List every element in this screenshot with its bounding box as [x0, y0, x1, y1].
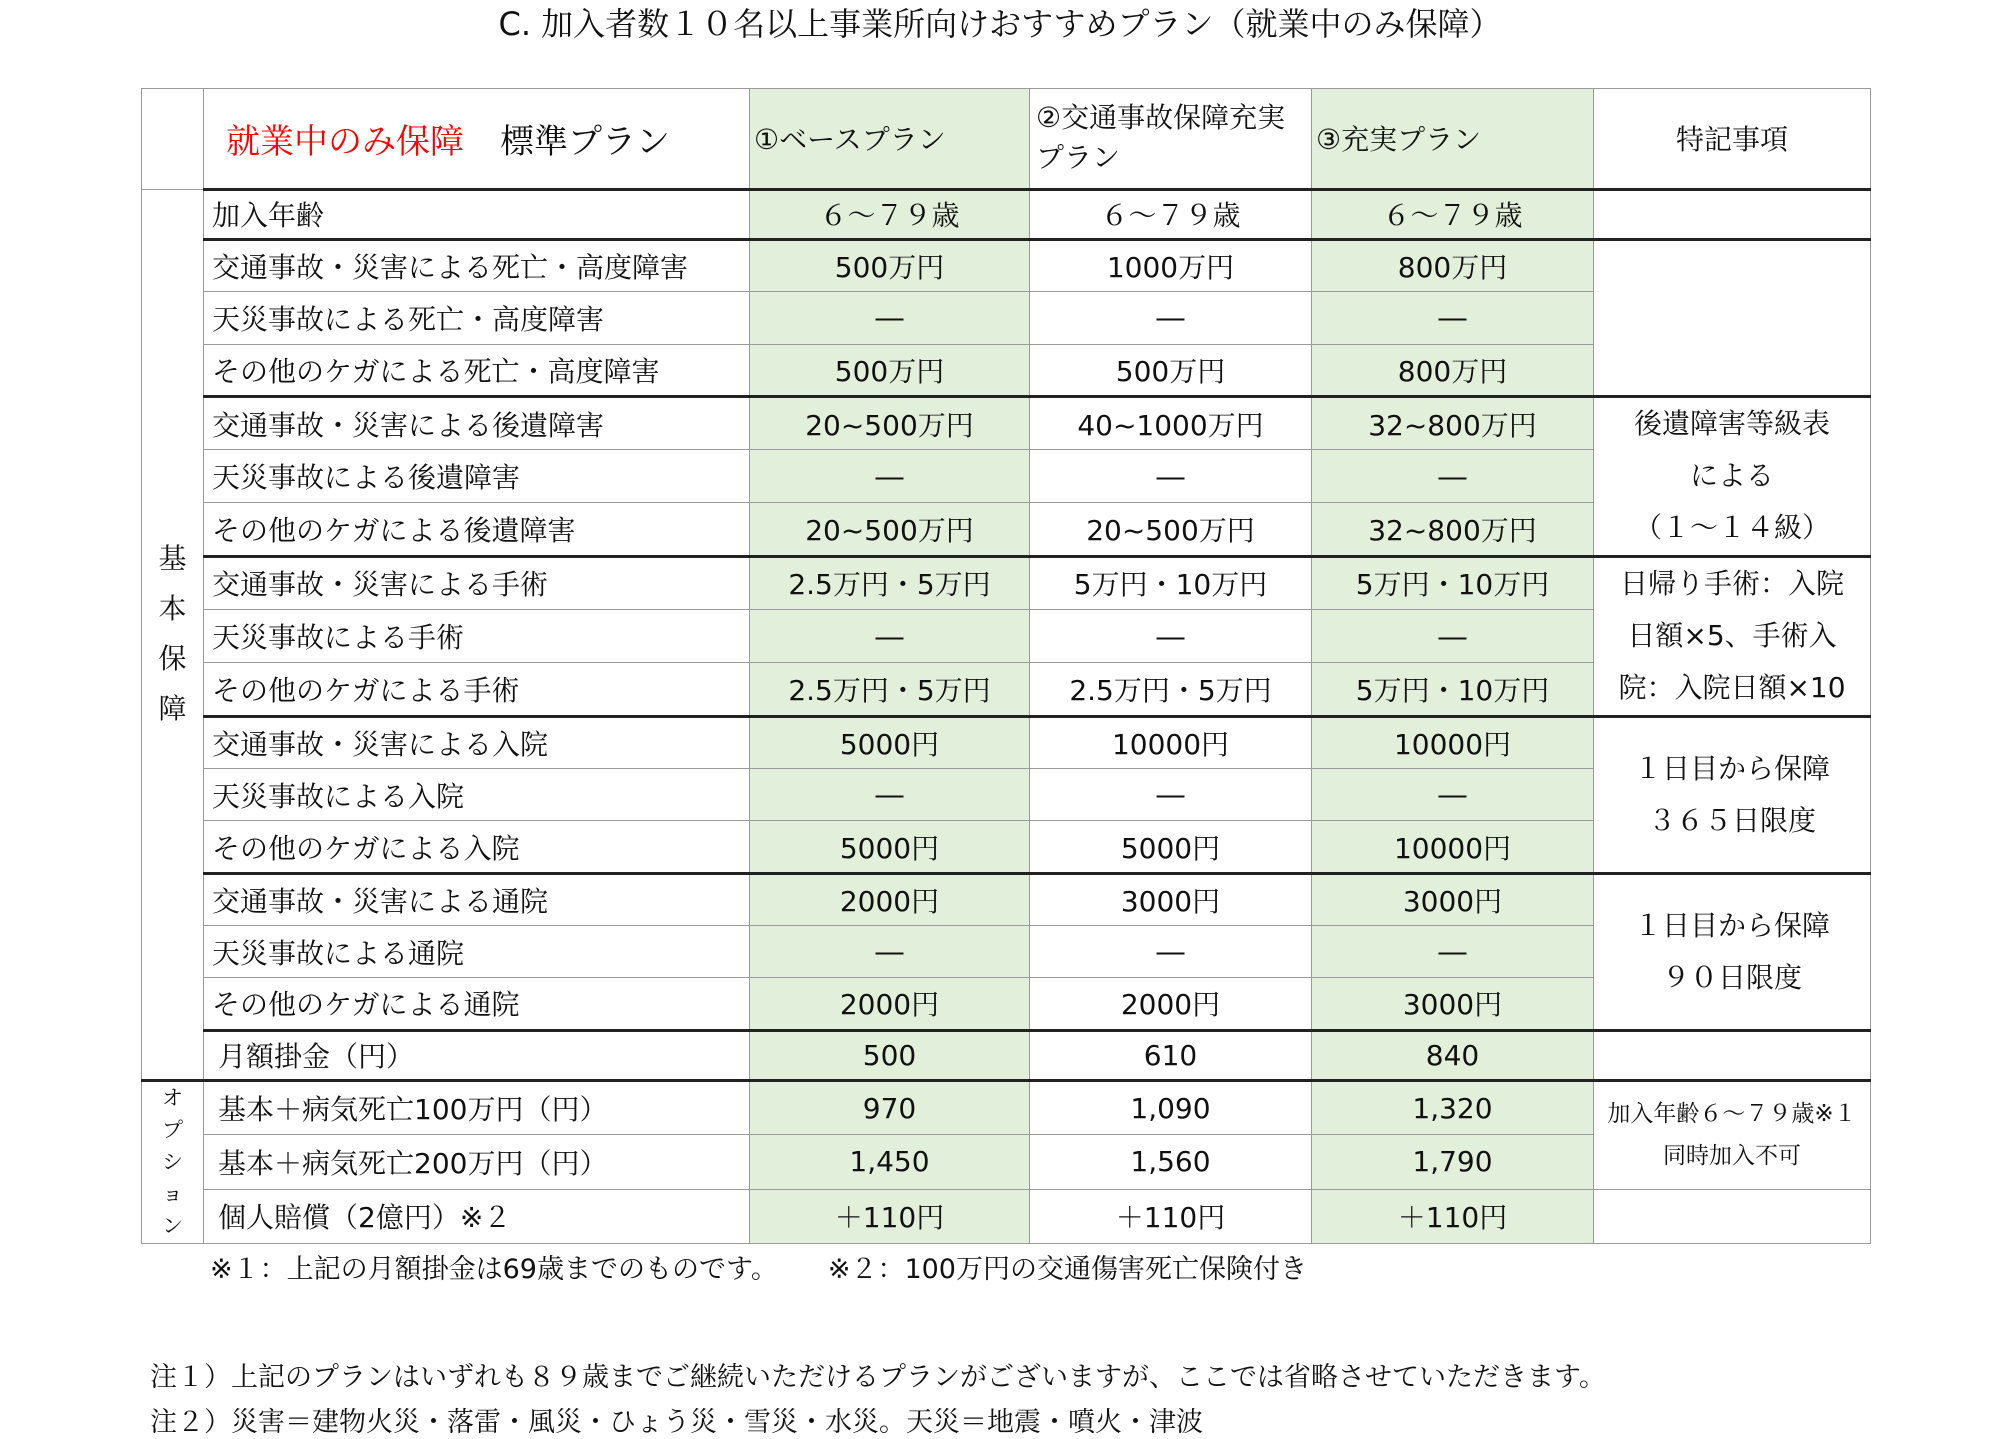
row-label: 基本＋病気死亡200万円（円）: [204, 1135, 750, 1189]
special-note: [1594, 716, 1871, 873]
plan2-value: ―: [1030, 769, 1312, 821]
plan3-value: ―: [1312, 450, 1594, 503]
header-label-red: 就業中のみ保障: [226, 121, 464, 162]
option-label-char: シ: [162, 1150, 183, 1175]
plan3-value: 10000円: [1312, 716, 1594, 768]
plan2-value: ―: [1030, 610, 1312, 663]
row-label: 基本＋病気死亡100万円（円）: [204, 1080, 750, 1134]
basic-coverage-label-char: 本: [158, 592, 187, 626]
row-label: 月額掛金（円）: [204, 1030, 750, 1080]
plan1-value: 500: [750, 1030, 1030, 1080]
plan-table-body: [142, 89, 1871, 1244]
premium-row: [142, 1030, 1871, 1080]
plan1-value: 5000円: [750, 716, 1030, 768]
plan1-value: 20~500万円: [750, 396, 1030, 449]
basic-coverage-label: [142, 189, 204, 1080]
plan1-value: ―: [750, 450, 1030, 503]
coverage-row: [142, 396, 1871, 449]
footnote-1: ※１：上記の月額掛金は69歳までのものです。: [210, 1254, 778, 1285]
header-notes: 特記事項: [1594, 89, 1871, 190]
special-note-line: 後遺障害等級表: [1633, 407, 1830, 441]
note-1: 注１）上記のプランはいずれも８９歳までご継続いただけるプランがございますが、ここでは省略させていただきます。: [150, 1362, 1606, 1393]
option-note-line: 同時加入不可: [1663, 1143, 1801, 1170]
special-note: [1594, 873, 1871, 1030]
row-label: 天災事故による入院: [204, 769, 750, 821]
plan2-value: 40~1000万円: [1030, 396, 1312, 449]
plan2-value: 2.5万円・5万円: [1030, 663, 1312, 716]
plan3-value: 32~800万円: [1312, 503, 1594, 556]
plan3-value: ―: [1312, 610, 1594, 663]
row-label: 天災事故による通院: [204, 925, 750, 977]
plan2-value: 5万円・10万円: [1030, 556, 1312, 609]
plan3-value: 5万円・10万円: [1312, 663, 1594, 716]
plan1-value: 2.5万円・5万円: [750, 556, 1030, 609]
plan2-value: 20~500万円: [1030, 503, 1312, 556]
basic-coverage-label-char: 保: [158, 642, 187, 676]
row-label: 交通事故・災害による入院: [204, 716, 750, 768]
plan2-value: 500万円: [1030, 344, 1312, 396]
plan1-value: ＋110円: [750, 1189, 1030, 1243]
special-note-line: ３６５日限度: [1647, 803, 1816, 837]
plan3-value: 32~800万円: [1312, 396, 1594, 449]
plan1-value: ―: [750, 769, 1030, 821]
header-corner: [142, 89, 204, 190]
plan3-value: ―: [1312, 925, 1594, 977]
row-label: 交通事故・災害による後遺障害: [204, 396, 750, 449]
option-label-char: ン: [162, 1214, 183, 1239]
plan1-value: ―: [750, 292, 1030, 344]
option-label: [142, 1080, 204, 1243]
basic-coverage-label-char: 障: [158, 692, 187, 726]
special-note-line: １日目から保障: [1633, 908, 1830, 942]
header-plan2: ②交通事故保障充実プラン: [1030, 89, 1312, 190]
plan3-value: 10000円: [1312, 821, 1594, 873]
plan1-value: ―: [750, 610, 1030, 663]
row-label: 交通事故・災害による手術: [204, 556, 750, 609]
plan2-value: ―: [1030, 925, 1312, 977]
plan3-value: 1,790: [1312, 1135, 1594, 1189]
plan3-value: 800万円: [1312, 239, 1594, 291]
special-note-line: １日目から保障: [1633, 751, 1830, 785]
row-label: その他のケガによる手術: [204, 663, 750, 716]
plan2-value: ―: [1030, 450, 1312, 503]
header-plan3: ③充実プラン: [1312, 89, 1594, 190]
plan2-value: 1,560: [1030, 1135, 1312, 1189]
plan2-value: 610: [1030, 1030, 1312, 1080]
plan1-value: 2.5万円・5万円: [750, 663, 1030, 716]
age-note: [1594, 189, 1871, 239]
premium-note: [1594, 1030, 1871, 1080]
special-note: [1594, 396, 1871, 556]
row-label: 交通事故・災害による死亡・高度障害: [204, 239, 750, 291]
row-label: 天災事故による手術: [204, 610, 750, 663]
row-label: その他のケガによる入院: [204, 821, 750, 873]
special-note-line: 日帰り手術：入院: [1619, 567, 1844, 601]
plan3-value: 3000円: [1312, 978, 1594, 1030]
plan2-value: 1,090: [1030, 1080, 1312, 1134]
plan2-value: ―: [1030, 292, 1312, 344]
plan3-value: ―: [1312, 292, 1594, 344]
special-note-line: による: [1689, 459, 1774, 493]
page-title: C. 加入者数１０名以上事業所向けおすすめプラン（就業中のみ保障）: [498, 5, 1502, 43]
coverage-row: [142, 239, 1871, 291]
footnotes: [210, 1247, 1307, 1286]
footnote-2: ※２：100万円の交通傷害死亡保険付き: [827, 1254, 1307, 1285]
plan2-value: ６～７９歳: [1030, 189, 1312, 239]
plan1-value: 2000円: [750, 978, 1030, 1030]
row-label: その他のケガによる死亡・高度障害: [204, 344, 750, 396]
option-note: [1594, 1080, 1871, 1189]
header-label: [204, 89, 750, 190]
header-row: [142, 89, 1871, 190]
plan1-value: 970: [750, 1080, 1030, 1134]
plan3-value: 840: [1312, 1030, 1594, 1080]
plan1-value: 500万円: [750, 239, 1030, 291]
plan2-value: 5000円: [1030, 821, 1312, 873]
option-note-line: 加入年齢６～７９歳※１: [1607, 1101, 1857, 1128]
special-note: [1594, 239, 1871, 396]
special-note-line: （１～１４級）: [1633, 511, 1830, 545]
plan-table: [141, 88, 1871, 1244]
plan3-value: 800万円: [1312, 344, 1594, 396]
special-note-line: ９０日限度: [1661, 960, 1802, 994]
option-label-char: プ: [162, 1118, 183, 1143]
plan3-value: 3000円: [1312, 873, 1594, 925]
plan2-value: 10000円: [1030, 716, 1312, 768]
plan3-value: ６～７９歳: [1312, 189, 1594, 239]
row-label: 個人賠償（2億円）※２: [204, 1189, 750, 1243]
note-2: 注２）災害＝建物火災・落雷・風災・ひょう災・雪災・水災。天災＝地震・噴火・津波: [150, 1407, 1203, 1438]
plan1-value: ―: [750, 925, 1030, 977]
coverage-row: [142, 873, 1871, 925]
plan1-value: 500万円: [750, 344, 1030, 396]
plan2-value: 1000万円: [1030, 239, 1312, 291]
row-label: 天災事故による後遺障害: [204, 450, 750, 503]
age-row: [142, 189, 1871, 239]
plan2-value: ＋110円: [1030, 1189, 1312, 1243]
row-label: 交通事故・災害による通院: [204, 873, 750, 925]
plan1-value: 5000円: [750, 821, 1030, 873]
special-note: [1594, 556, 1871, 716]
option-row: [142, 1080, 1871, 1134]
special-note-line: 日額×5、手術入: [1627, 619, 1837, 653]
plan3-value: 5万円・10万円: [1312, 556, 1594, 609]
coverage-row: [142, 716, 1871, 768]
basic-coverage-label-char: 基: [158, 542, 187, 576]
row-label: その他のケガによる通院: [204, 978, 750, 1030]
plan1-value: 1,450: [750, 1135, 1030, 1189]
plan2-value: 2000円: [1030, 978, 1312, 1030]
option-row: [142, 1189, 1871, 1243]
option-label-char: オ: [162, 1086, 183, 1111]
row-label: 天災事故による死亡・高度障害: [204, 292, 750, 344]
plan3-value: ＋110円: [1312, 1189, 1594, 1243]
plan2-value: 3000円: [1030, 873, 1312, 925]
coverage-row: [142, 556, 1871, 609]
plan1-value: 2000円: [750, 873, 1030, 925]
plan3-value: 1,320: [1312, 1080, 1594, 1134]
plan3-value: ―: [1312, 769, 1594, 821]
plan1-value: ６～７９歳: [750, 189, 1030, 239]
option-note-blank: [1594, 1189, 1871, 1243]
special-note-line: 院：入院日額×10: [1618, 671, 1846, 705]
row-label: その他のケガによる後遺障害: [204, 503, 750, 556]
plan1-value: 20~500万円: [750, 503, 1030, 556]
header-label-standard: 標準プラン: [500, 121, 670, 162]
option-label-char: ョ: [162, 1182, 183, 1207]
row-label: 加入年齢: [204, 189, 750, 239]
header-plan1: ①ベースプラン: [750, 89, 1030, 190]
